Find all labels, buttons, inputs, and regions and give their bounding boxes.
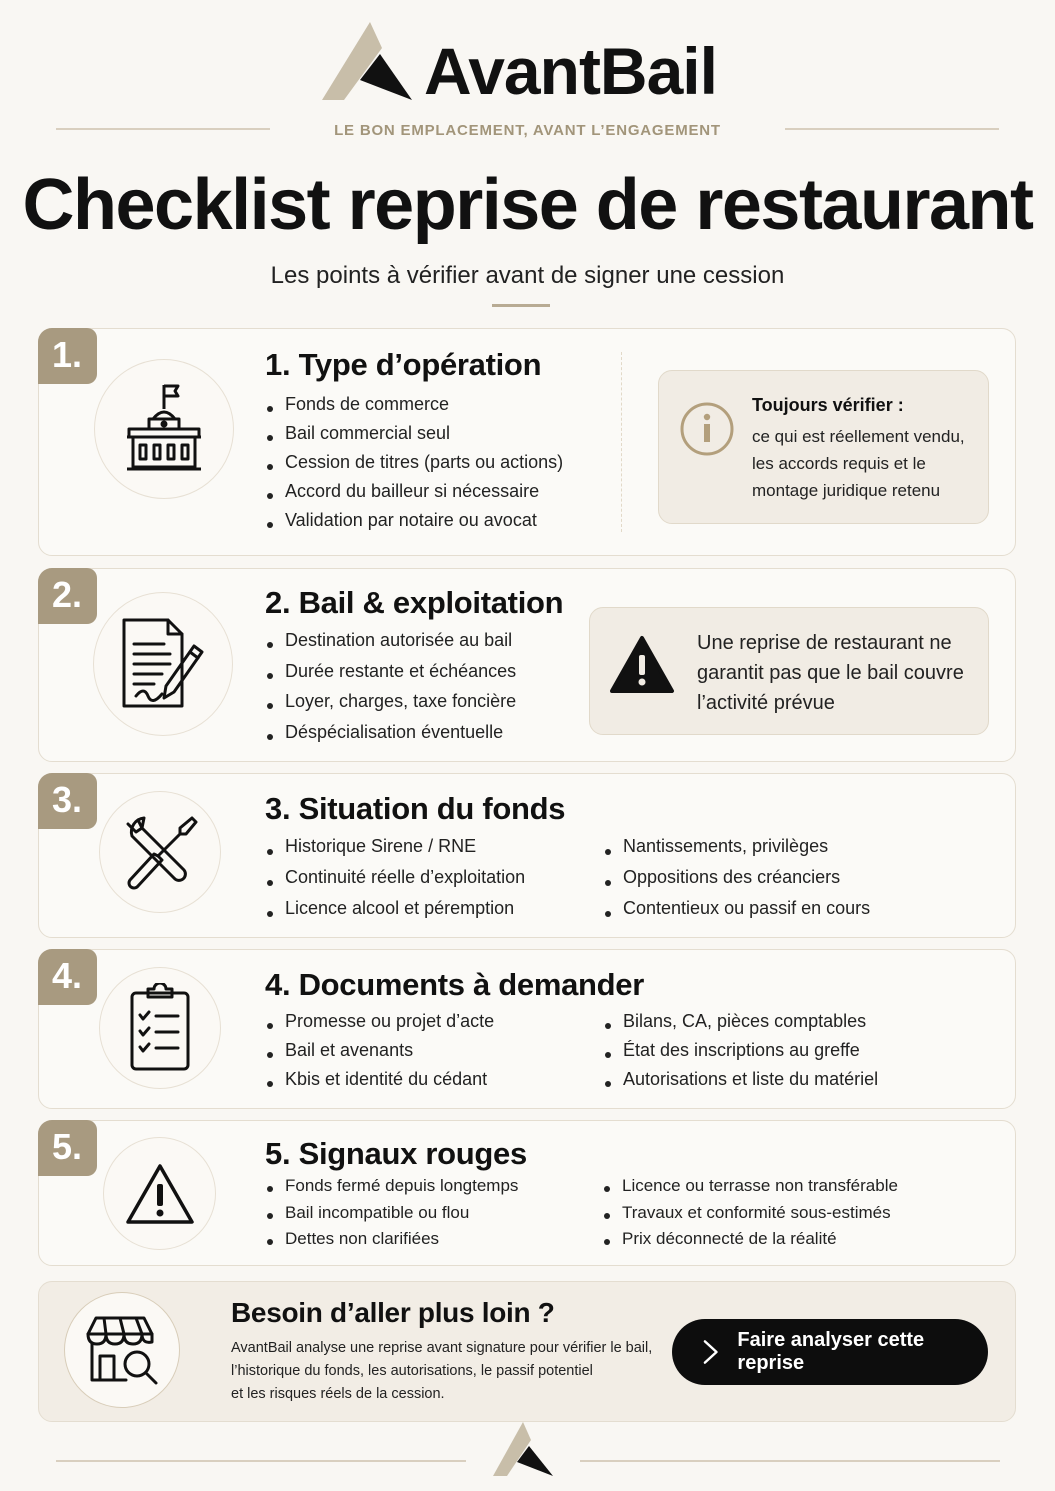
town-hall-icon — [125, 383, 203, 475]
list-item: Bail commercial seul — [265, 423, 563, 452]
list-item: Promesse ou projet d’acte — [265, 1011, 494, 1040]
cta-text-line: l’historique du fonds, les autorisations, le passif potentiel — [231, 1363, 593, 1379]
list-item: État des inscriptions au greffe — [603, 1040, 878, 1069]
section-badge: 2. — [38, 568, 97, 624]
list-item: Nantissements, privilèges — [603, 836, 870, 867]
list-item: Accord du bailleur si nécessaire — [265, 481, 563, 510]
section-list-left — [265, 1011, 494, 1098]
section-badge: 1. — [38, 328, 97, 384]
list-item: Déspécialisation éventuelle — [265, 722, 516, 753]
cta-text-line: et les risques réels de la cession. — [231, 1386, 445, 1402]
section-icon-circle — [103, 1137, 216, 1250]
section-list-right — [603, 1011, 878, 1098]
list-item: Destination autorisée au bail — [265, 630, 516, 661]
info-icon — [679, 401, 735, 457]
header-divider-left — [56, 128, 270, 130]
alert-triangle-icon — [124, 1162, 196, 1226]
section-title: 3. Situation du fonds — [265, 791, 566, 826]
section-title: 5. Signaux rouges — [265, 1136, 527, 1171]
cta-text-line: AvantBail analyse une reprise avant signature pour vérifier le bail, — [231, 1340, 653, 1356]
section-badge: 4. — [38, 949, 97, 1005]
info-note-title: Toujours vérifier : — [752, 395, 904, 415]
list-item: Licence ou terrasse non transférable — [602, 1176, 898, 1203]
list-item: Durée restante et échéances — [265, 661, 516, 692]
section-icon-circle — [99, 791, 221, 913]
list-item: Cession de titres (parts ou actions) — [265, 452, 563, 481]
page-subtitle: Les points à vérifier avant de signer une cession — [270, 262, 785, 289]
section-list — [265, 394, 563, 539]
list-item: Autorisations et liste du matériel — [603, 1069, 878, 1098]
section-list-right — [603, 836, 870, 929]
shop-search-icon — [82, 1314, 162, 1386]
logo-mark-icon — [318, 18, 418, 108]
header-divider-right — [785, 128, 999, 130]
section-title: 2. Bail & exploitation — [265, 585, 564, 620]
list-item: Fonds de commerce — [265, 394, 563, 423]
list-item: Kbis et identité du cédant — [265, 1069, 494, 1098]
section-title: 1. Type d’opération — [265, 347, 542, 382]
list-item: Validation par notaire ou avocat — [265, 510, 563, 539]
cta-title: Besoin d’aller plus loin ? — [231, 1297, 555, 1328]
analyze-takeover-button[interactable] — [672, 1319, 988, 1385]
list-item: Contentieux ou passif en cours — [603, 898, 870, 929]
cta-icon-circle — [64, 1292, 180, 1408]
subtitle-divider — [492, 304, 550, 307]
list-item: Licence alcool et péremption — [265, 898, 525, 929]
footer-divider-left — [56, 1460, 466, 1462]
section-title: 4. Documents à demander — [265, 967, 644, 1002]
footer-logo-mark-icon — [491, 1420, 555, 1478]
list-item: Oppositions des créanciers — [603, 867, 870, 898]
list-item: Historique Sirene / RNE — [265, 836, 525, 867]
page-title: Checklist reprise de restaurant — [22, 165, 1033, 245]
info-note-text: ce qui est réellement vendu, les accords requis et le montage juridique retenu — [752, 427, 965, 500]
cta-text — [231, 1337, 661, 1406]
section-icon-circle — [93, 592, 233, 736]
info-note-box — [658, 370, 989, 524]
analyze-takeover-button-label: Faire analyser cette reprise — [737, 1329, 925, 1374]
tagline: LE BON EMPLACEMENT, AVANT L’ENGAGEMENT — [334, 122, 721, 139]
list-item: Fonds fermé depuis longtemps — [265, 1176, 518, 1203]
list-item: Travaux et conformité sous-estimés — [602, 1203, 898, 1230]
footer-divider-right — [580, 1460, 1000, 1462]
tools-icon — [122, 814, 198, 890]
chevron-right-icon — [702, 1338, 719, 1366]
list-item: Continuité réelle d’exploitation — [265, 867, 525, 898]
section-list-left — [265, 836, 525, 929]
section-list — [265, 630, 516, 752]
list-item: Bail et avenants — [265, 1040, 494, 1069]
list-item: Bail incompatible ou flou — [265, 1203, 518, 1230]
list-item: Prix déconnecté de la réalité — [602, 1229, 898, 1256]
list-item: Loyer, charges, taxe foncière — [265, 691, 516, 722]
warning-icon — [609, 635, 675, 695]
contract-signing-icon — [118, 616, 208, 712]
section-badge: 5. — [38, 1120, 97, 1176]
section-list-left — [265, 1176, 518, 1256]
list-item: Dettes non clarifiées — [265, 1229, 518, 1256]
warning-note-text: Une reprise de restaurant ne garantit pas que le bail couvre l’activité prévue — [697, 632, 964, 714]
clipboard-checklist-icon — [128, 983, 192, 1073]
brand-name: AvantBail — [424, 34, 717, 108]
warning-note-box — [589, 607, 989, 735]
section-icon-circle — [99, 967, 221, 1089]
section-divider — [621, 352, 622, 532]
section-badge: 3. — [38, 773, 97, 829]
section-list-right — [602, 1176, 898, 1256]
brand-logo — [318, 18, 738, 110]
list-item: Bilans, CA, pièces comptables — [603, 1011, 878, 1040]
section-icon-circle — [94, 359, 234, 499]
